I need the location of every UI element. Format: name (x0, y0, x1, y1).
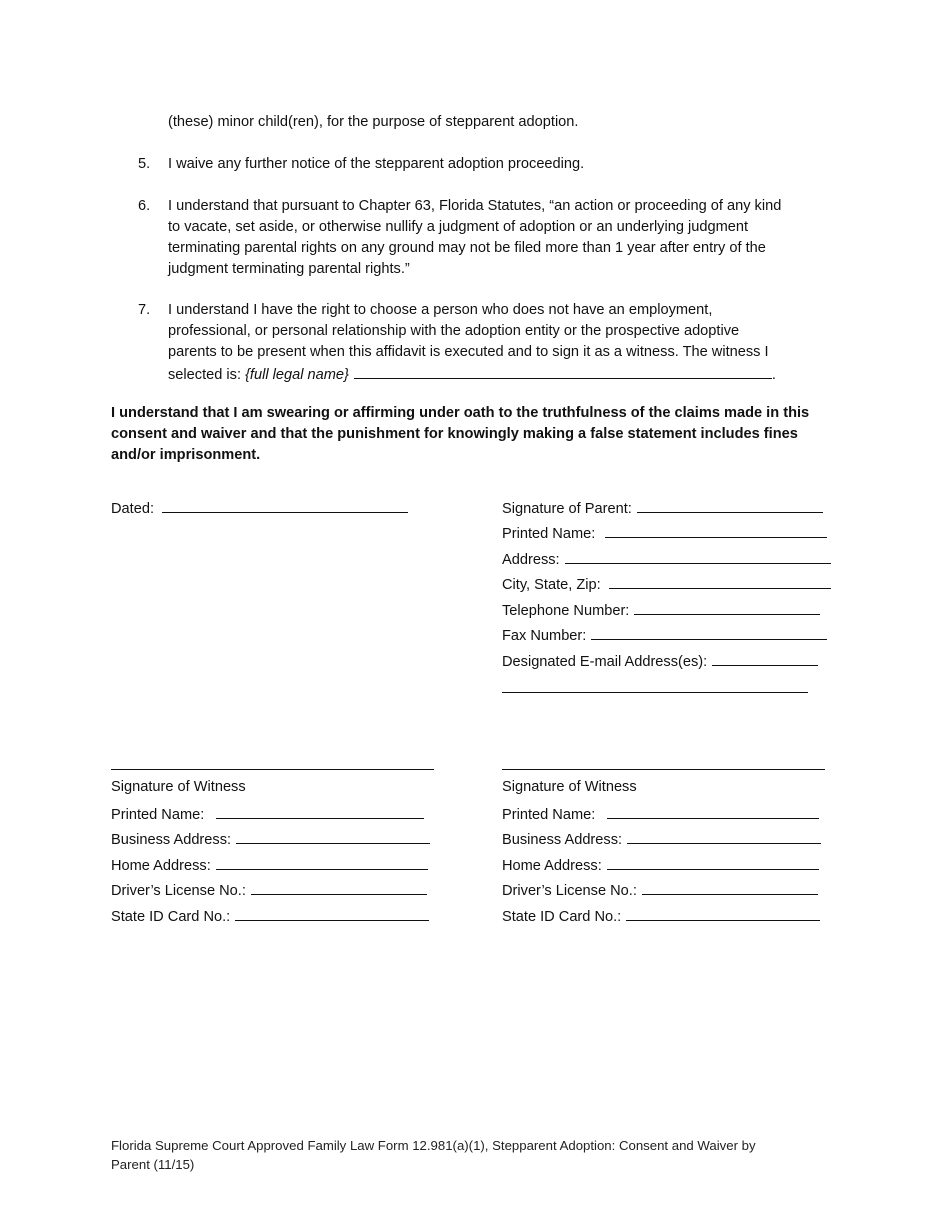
witness-right-business-address-field: Business Address: (502, 828, 821, 851)
witness-left-signature-blank[interactable] (111, 768, 434, 770)
witness-name-line: selected is: {full legal name} . (168, 363, 838, 386)
witness-right-signature-blank[interactable] (502, 768, 825, 770)
dated-blank[interactable] (162, 497, 408, 513)
witness-right-drivers-license-field: Driver’s License No.: (502, 879, 818, 902)
witness-left-signature-label: Signature of Witness (111, 779, 246, 795)
item-line: parents to be present when this affidavit is executed and to sign it as a witness. The witness I (168, 344, 769, 360)
parent-printed-name-field: Printed Name: (502, 522, 827, 545)
item-line: I understand that pursuant to Chapter 63, Florida Statutes, “an action or proceeding of any kind (168, 198, 782, 214)
witness-right-home-address-field: Home Address: (502, 854, 819, 877)
witness-left-home-address-field: Home Address: (111, 854, 428, 877)
witness-right-signature-label: Signature of Witness (502, 779, 637, 795)
parent-email-field: Designated E-mail Address(es): (502, 650, 818, 673)
witness-right-printed-name-field: Printed Name: (502, 803, 819, 826)
item-line: I waive any further notice of the stepparent adoption proceeding. (168, 156, 585, 172)
witness-right-state-id-field: State ID Card No.: (502, 905, 820, 928)
item-line: to vacate, set aside, or otherwise nullify a judgment of adoption or an underlying judgment (168, 219, 749, 235)
witness-left-printed-name-blank[interactable] (216, 803, 424, 819)
witness-left-business-address-field: Business Address: (111, 828, 430, 851)
intro-continuation: (these) minor child(ren), for the purpose of stepparent adoption. (168, 114, 579, 130)
witness-right-printed-name-blank[interactable] (607, 803, 819, 819)
parent-telephone-field: Telephone Number: (502, 599, 820, 622)
list-item-7 (138, 300, 838, 386)
dated-label: Dated: (111, 501, 154, 517)
witness-left-drivers-license-blank[interactable] (251, 879, 427, 895)
witness-left-drivers-license-field: Driver’s License No.: (111, 879, 427, 902)
form-footer: Florida Supreme Court Approved Family Law Form 12.981(a)(1), Stepparent Adoption: Consent and Waiver by Parent (11/15) (111, 1138, 756, 1172)
dated-field (111, 497, 408, 520)
item-line: judgment terminating parental rights.” (168, 261, 410, 277)
parent-email-extra-blank[interactable] (502, 691, 808, 693)
witness-right-drivers-license-blank[interactable] (642, 879, 818, 895)
item-number: 6. (138, 198, 151, 214)
full-legal-name-placeholder: {full legal name} (245, 367, 349, 383)
parent-fax-blank[interactable] (591, 624, 827, 640)
parent-city-state-zip-field: City, State, Zip: (502, 573, 831, 596)
witness-right-state-id-blank[interactable] (626, 905, 820, 921)
list-item-5 (138, 154, 838, 175)
parent-address-blank[interactable] (565, 548, 831, 564)
item-line: terminating parental rights on any ground may not be filed more than 1 year after entry of the (168, 240, 766, 256)
parent-signature-blank[interactable] (637, 497, 823, 513)
item-line: I understand I have the right to choose a person who does not have an employment, (168, 302, 713, 318)
parent-city-state-zip-blank[interactable] (609, 573, 831, 589)
parent-printed-name-blank[interactable] (605, 522, 827, 538)
witness-right-business-address-blank[interactable] (627, 828, 821, 844)
witness-left-home-address-blank[interactable] (216, 854, 428, 870)
oath-statement: I understand that I am swearing or affirming under oath to the truthfulness of the claims made in this consent and waiver and that the punishment for knowingly making a false statement includes fines and/or imprisonment. (111, 405, 810, 463)
witness-left-printed-name-field: Printed Name: (111, 803, 424, 826)
list-item-6 (138, 196, 838, 280)
witness-right-home-address-blank[interactable] (607, 854, 819, 870)
witness-left-business-address-blank[interactable] (236, 828, 430, 844)
witness-left-state-id-field: State ID Card No.: (111, 905, 429, 928)
parent-fax-field: Fax Number: (502, 624, 827, 647)
parent-email-blank[interactable] (712, 650, 818, 666)
witness-name-blank[interactable] (354, 363, 772, 379)
parent-signature-field: Signature of Parent: (502, 497, 823, 520)
parent-telephone-blank[interactable] (634, 599, 820, 615)
witness-left-state-id-blank[interactable] (235, 905, 429, 921)
item-number: 5. (138, 156, 151, 172)
parent-address-field: Address: (502, 548, 831, 571)
item-number: 7. (138, 302, 151, 318)
item-line: professional, or personal relationship with the adoption entity or the prospective adoptive (168, 323, 740, 339)
